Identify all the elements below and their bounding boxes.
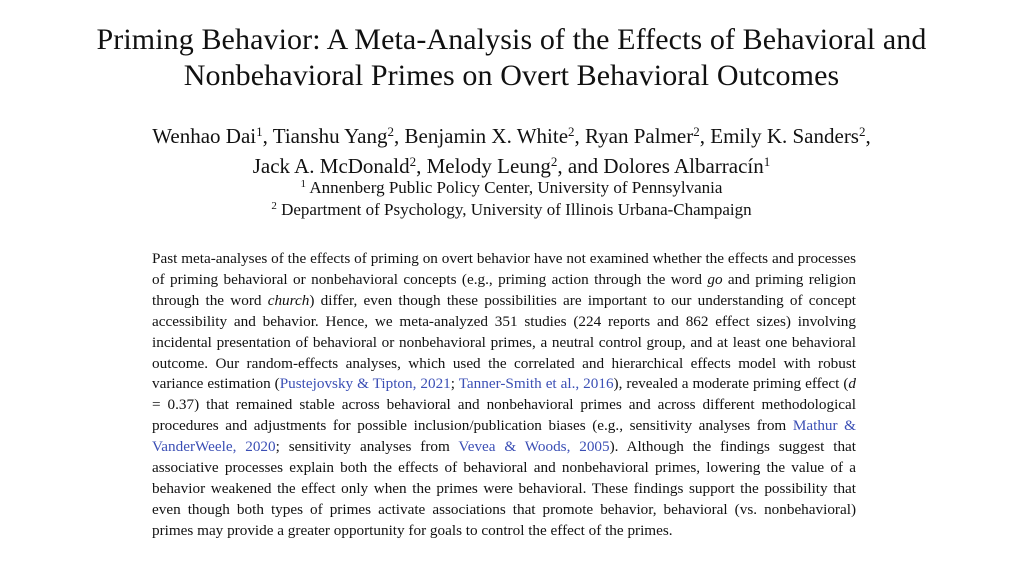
author-affiliation-mark: 1 — [256, 123, 263, 139]
author-separator: , and — [557, 154, 604, 178]
author-separator: , — [262, 124, 273, 148]
author-name: Ryan Palmer — [585, 124, 694, 148]
citation-link[interactable]: Tanner-Smith et al., 2016 — [458, 375, 614, 393]
author-affiliation-mark: 2 — [550, 153, 558, 169]
author-name: Jack A. McDonald — [252, 154, 410, 178]
abstract — [152, 249, 856, 542]
citation-link[interactable]: Pustejovsky & Tipton, 2021 — [279, 375, 451, 393]
author-separator: , — [416, 154, 427, 178]
author-separator: , — [394, 124, 405, 148]
author-name: Dolores Albarracín — [603, 154, 764, 178]
title-line-2: Nonbehavioral Primes on Overt Behavioral Outcomes — [183, 59, 840, 92]
abstract-text: Past meta-analyses of the effects of priming on overt behavior have not examined whether the effects and processes of priming behavioral or nonbehavioral concepts (e.g., priming action through the word — [152, 250, 856, 288]
affiliation-text: Department of Psychology, University of Illinois Urbana-Champaign — [281, 200, 752, 219]
affiliation-mark: 2 — [271, 199, 277, 212]
author-separator: , — [699, 124, 711, 148]
abstract-text: ). Although the findings suggest that associative processes explain both the effects of behavioral and nonbehavioral primes, lowering the value of a behavior weakened the effect only when the primes were behavioral. These findings support the possibility that even though both types of primes activate associations that promote behavior, behavioral (vs. nonbehavioral) primes may provide a greater opportunity for goals to control the effect of the primes. — [152, 438, 856, 539]
author-affiliation-mark: 2 — [387, 123, 395, 139]
citation-link[interactable]: Mathur & VanderWeele, 2020 — [152, 417, 856, 456]
author-affiliation-mark: 2 — [568, 123, 575, 139]
author-name: Tianshu Yang — [272, 124, 388, 148]
citation-link[interactable]: Vevea & Woods, 2005 — [458, 438, 610, 456]
author-name: Wenhao Dai — [152, 124, 257, 148]
abstract-italic-term: d — [848, 375, 856, 393]
author-separator: , — [574, 124, 586, 148]
abstract-text: ), revealed a moderate priming effect ( — [613, 375, 849, 393]
author-name: Melody Leung — [426, 154, 551, 178]
author-affiliation-mark: 2 — [693, 123, 700, 139]
abstract-text: and priming religion through the word — [152, 270, 856, 309]
author-name: Emily K. Sanders — [710, 124, 859, 148]
author-affiliation-mark: 2 — [858, 123, 866, 139]
affiliation-text: Annenberg Public Policy Center, University of Pennsylvania — [309, 178, 723, 197]
author-affiliation-mark: 1 — [763, 153, 771, 169]
abstract-text: ; — [450, 375, 459, 393]
affiliation-list — [0, 177, 1023, 221]
paper-title — [0, 22, 1023, 94]
abstract-text: = 0.37) that remained stable across behavioral and nonbehavioral primes and across different methodological procedures and adjustments for possible inclusion/publication biases (e.g., sensitivity analyses from — [152, 396, 856, 435]
abstract-text: ) differ, even though these possibilities are important to our understanding of concept accessibility and behavior. Hence, we meta-analyzed 351 studies (224 reports and 862 effect sizes) involving incidental presentation of behavioral or nonbehavioral primes, a neutral control group, and at least one behavioral outcome. Our random-effects analyses, which used the correlated and hierarchical effects model with robust variance estimation ( — [152, 291, 857, 393]
author-affiliation-mark: 2 — [409, 153, 417, 169]
author-list — [0, 121, 1023, 181]
affiliation-mark: 1 — [300, 177, 307, 190]
title-line-1: Priming Behavior: A Meta-Analysis of the Effects of Behavioral and — [96, 23, 927, 56]
abstract-italic-term: go — [707, 270, 723, 288]
author-name: Benjamin X. White — [404, 124, 569, 148]
abstract-text: ; sensitivity analyses from — [275, 438, 459, 456]
abstract-italic-term: church — [267, 291, 310, 309]
author-separator: , — [865, 124, 871, 148]
